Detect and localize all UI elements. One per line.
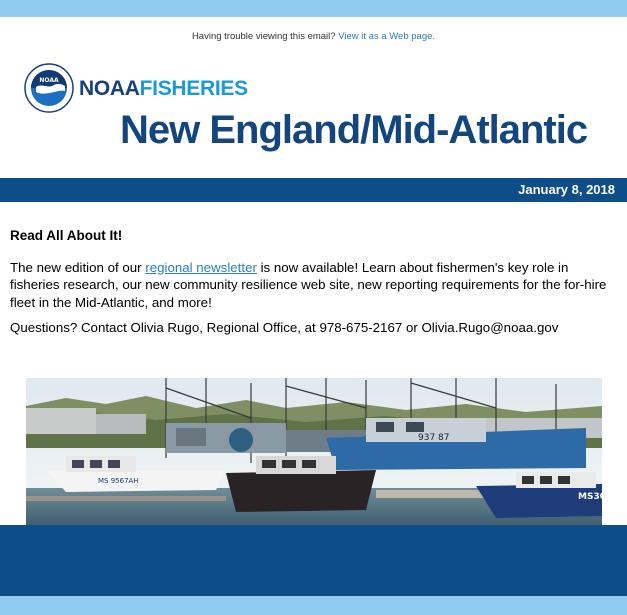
issue-date: January 8, 2018 — [518, 182, 615, 197]
para1-after: is now available! Learn about fishermen's key role in fisheries research, our new community resilience web site, new reporting requirements for the for-hire fleet in the Mid-Atlantic, and more! — [10, 259, 607, 310]
para1-before: The new edition of our — [10, 259, 146, 275]
brand-noaa: NOAA — [79, 77, 140, 100]
noaa-logo — [24, 63, 74, 113]
contact-paragraph: Questions? Contact Olivia Rugo, Regional Office, at 978-675-2167 or Olivia.Rugo@noaa.gov — [10, 320, 559, 335]
boat-label-2: 937 87 — [418, 433, 450, 443]
logo-text: NOAA — [39, 77, 59, 84]
boat-label-1: MS 9567AH — [98, 477, 139, 485]
boat-label-3: MS30 — [578, 492, 606, 502]
brand-fisheries: FISHERIES — [139, 77, 248, 100]
brand-wordmark — [79, 78, 248, 99]
date-band — [0, 178, 627, 202]
fishing-boats-image — [26, 378, 606, 525]
article — [10, 227, 610, 345]
bottom-band — [0, 596, 627, 615]
trouble-text: Having trouble viewing this email? — [191, 31, 336, 42]
top-band — [0, 0, 627, 17]
view-online-notice — [0, 31, 627, 42]
footer-band — [0, 525, 627, 596]
newsletter-link[interactable]: regional newsletter — [145, 259, 257, 275]
harbor-photo — [26, 378, 606, 525]
article-heading: Read All About It! — [10, 228, 123, 243]
region-title: New England/Mid-Atlantic — [120, 108, 588, 152]
web-page-link[interactable]: View it as a Web page. — [338, 31, 436, 42]
article-paragraph — [10, 259, 610, 312]
